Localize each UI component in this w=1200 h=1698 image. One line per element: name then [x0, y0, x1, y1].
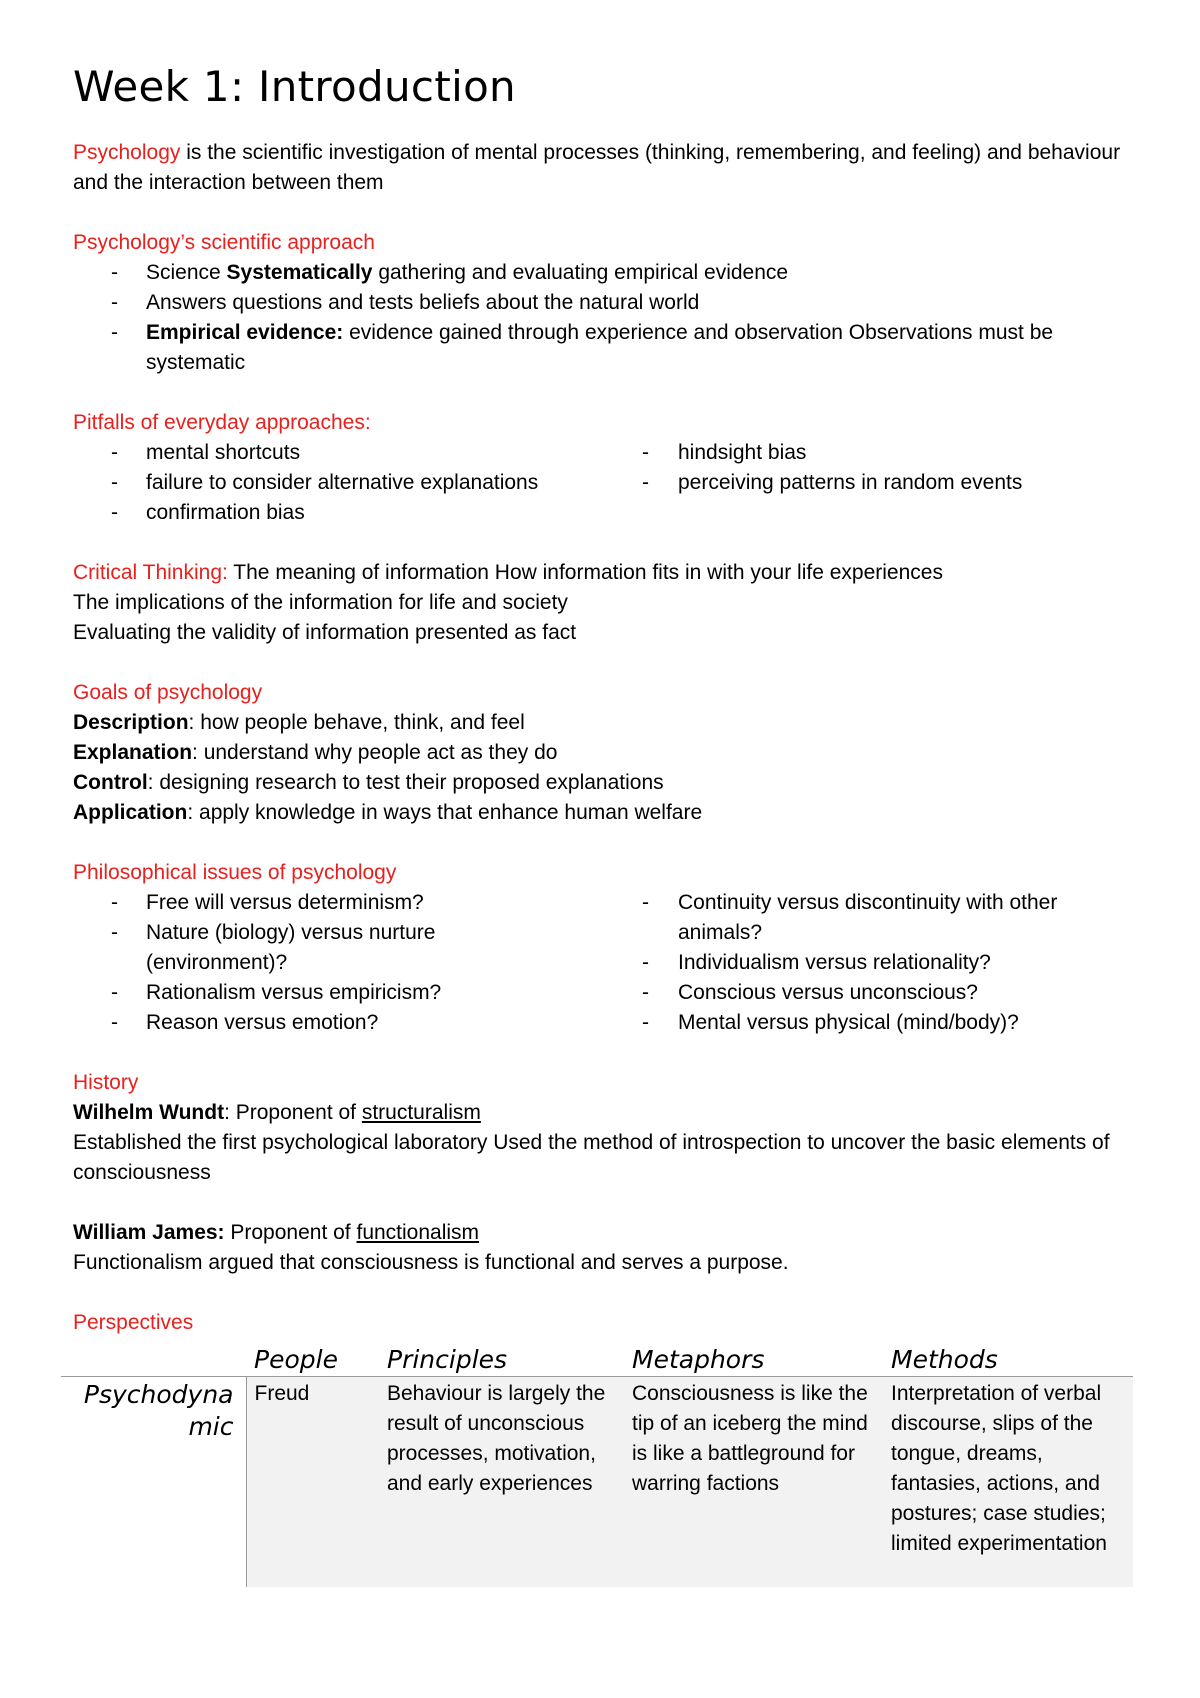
goal-item [73, 768, 1133, 798]
james-description: Functionalism argued that consciousness is functional and serves a purpose. [73, 1251, 789, 1275]
list-item [73, 258, 1133, 288]
functionalism-term: functionalism [356, 1221, 480, 1245]
perspectives-heading: Perspectives [73, 1311, 194, 1335]
list-item: - perceiving patterns in random events [640, 468, 1133, 498]
list-item: - Conscious versus unconscious? [640, 978, 1133, 1008]
wundt-name: Wilhelm Wundt [73, 1101, 225, 1125]
structuralism-term: structuralism [361, 1101, 481, 1125]
wundt-mid: : Proponent of [224, 1101, 362, 1125]
pitfalls-heading: Pitfalls of everyday approaches: [73, 411, 371, 435]
critical-heading: Critical Thinking: [73, 561, 228, 585]
column-header: People [246, 1342, 379, 1377]
intro-paragraph [73, 138, 1133, 198]
column-header: Methods [883, 1342, 1133, 1377]
goal-text: : apply knowledge in ways that enhance human welfare [187, 801, 703, 825]
approach-item1-pre: Science [146, 261, 227, 285]
goal-text: : understand why people act as they do [192, 741, 558, 765]
list-item: - Answers questions and tests beliefs about the natural world [73, 288, 1133, 318]
page-title: Week 1: Introduction [73, 62, 516, 111]
philosophical-section [73, 858, 1133, 1038]
goal-item [73, 798, 1133, 828]
approach-item1-post: gathering and evaluating empirical evidence [372, 261, 789, 285]
list-item: - Continuity versus discontinuity with other animals? [640, 888, 1118, 948]
pitfalls-left-list [73, 438, 640, 528]
intro-term: Psychology [73, 141, 181, 165]
goals-section [73, 678, 1133, 828]
list-item: - confirmation bias [73, 498, 640, 528]
philosophical-right-list [640, 888, 1133, 1038]
critical-line1 [73, 558, 1133, 588]
list-item: - Nature (biology) versus nurture (environment)? [73, 918, 526, 978]
goals-heading: Goals of psychology [73, 681, 263, 705]
pitfalls-section [73, 408, 1133, 528]
history-section [73, 1068, 1133, 1278]
perspectives-table [61, 1342, 1133, 1587]
james-line [73, 1218, 1133, 1248]
james-name: William James: [73, 1221, 225, 1245]
list-item: - Mental versus physical (mind/body)? [640, 1008, 1133, 1038]
philosophical-left-list [73, 888, 640, 1038]
list-item: - Free will versus determinism? [73, 888, 640, 918]
list-item: - hindsight bias [640, 438, 1133, 468]
table-cell: Consciousness is like the tip of an iceberg the mind is like a battleground for warring factions [624, 1377, 883, 1588]
table-row [61, 1377, 1133, 1588]
approach-item1-bold: Systematically [226, 261, 373, 285]
philosophical-heading: Philosophical issues of psychology [73, 861, 397, 885]
goal-item [73, 708, 1133, 738]
critical-line3: Evaluating the validity of information presented as fact [73, 621, 577, 645]
table-cell: Interpretation of verbal discourse, slips of the tongue, dreams, fantasies, actions, and postures; case studies; limited experimentation [883, 1377, 1133, 1588]
wundt-line [73, 1098, 1133, 1128]
approach-item3-bold: Empirical evidence: [146, 321, 344, 345]
document-page [73, 62, 1133, 1587]
pitfalls-right-list [640, 438, 1133, 528]
approach-heading: Psychology’s scientific approach [73, 231, 375, 255]
wundt-description: Established the first psychological laboratory Used the method of introspection to uncover the basic elements of consciousness [73, 1131, 1110, 1185]
goal-label: Explanation [73, 741, 193, 765]
table-header-row [61, 1342, 1133, 1377]
pitfalls-columns [73, 438, 1133, 528]
goal-label: Control [73, 771, 148, 795]
goal-text: : how people behave, think, and feel [188, 711, 525, 735]
column-header: Principles [379, 1342, 624, 1377]
intro-text: is the scientific investigation of mental processes (thinking, remembering, and feeling) and behaviour and the interaction between them [73, 141, 1121, 195]
critical-section [73, 558, 1133, 648]
list-item [73, 318, 1133, 378]
goal-text: : designing research to test their proposed explanations [147, 771, 664, 795]
goal-label: Description [73, 711, 189, 735]
approach-item3-post: evidence gained through experience and observation Observations must be systematic [146, 321, 1054, 375]
table-cell: Freud [246, 1377, 379, 1588]
column-header: Metaphors [624, 1342, 883, 1377]
philosophical-columns [73, 888, 1133, 1038]
approach-list [73, 258, 1133, 378]
row-header: Psychodynamic [61, 1377, 246, 1588]
history-heading: History [73, 1071, 139, 1095]
table-corner [61, 1342, 246, 1377]
goal-label: Application [73, 801, 188, 825]
james-mid: Proponent of [224, 1221, 357, 1245]
list-item: - Individualism versus relationality? [640, 948, 1133, 978]
critical-line1-text: The meaning of information How information fits in with your life experiences [227, 561, 943, 585]
list-item: - Rationalism versus empiricism? [73, 978, 640, 1008]
list-item: - mental shortcuts [73, 438, 640, 468]
approach-section [73, 228, 1133, 378]
critical-line2: The implications of the information for life and society [73, 591, 568, 615]
table-cell: Behaviour is largely the result of unconscious processes, motivation, and early experiences [379, 1377, 624, 1588]
goal-item [73, 738, 1133, 768]
perspectives-section [73, 1308, 1133, 1587]
list-item: - Reason versus emotion? [73, 1008, 640, 1038]
list-item: - failure to consider alternative explanations [73, 468, 640, 498]
